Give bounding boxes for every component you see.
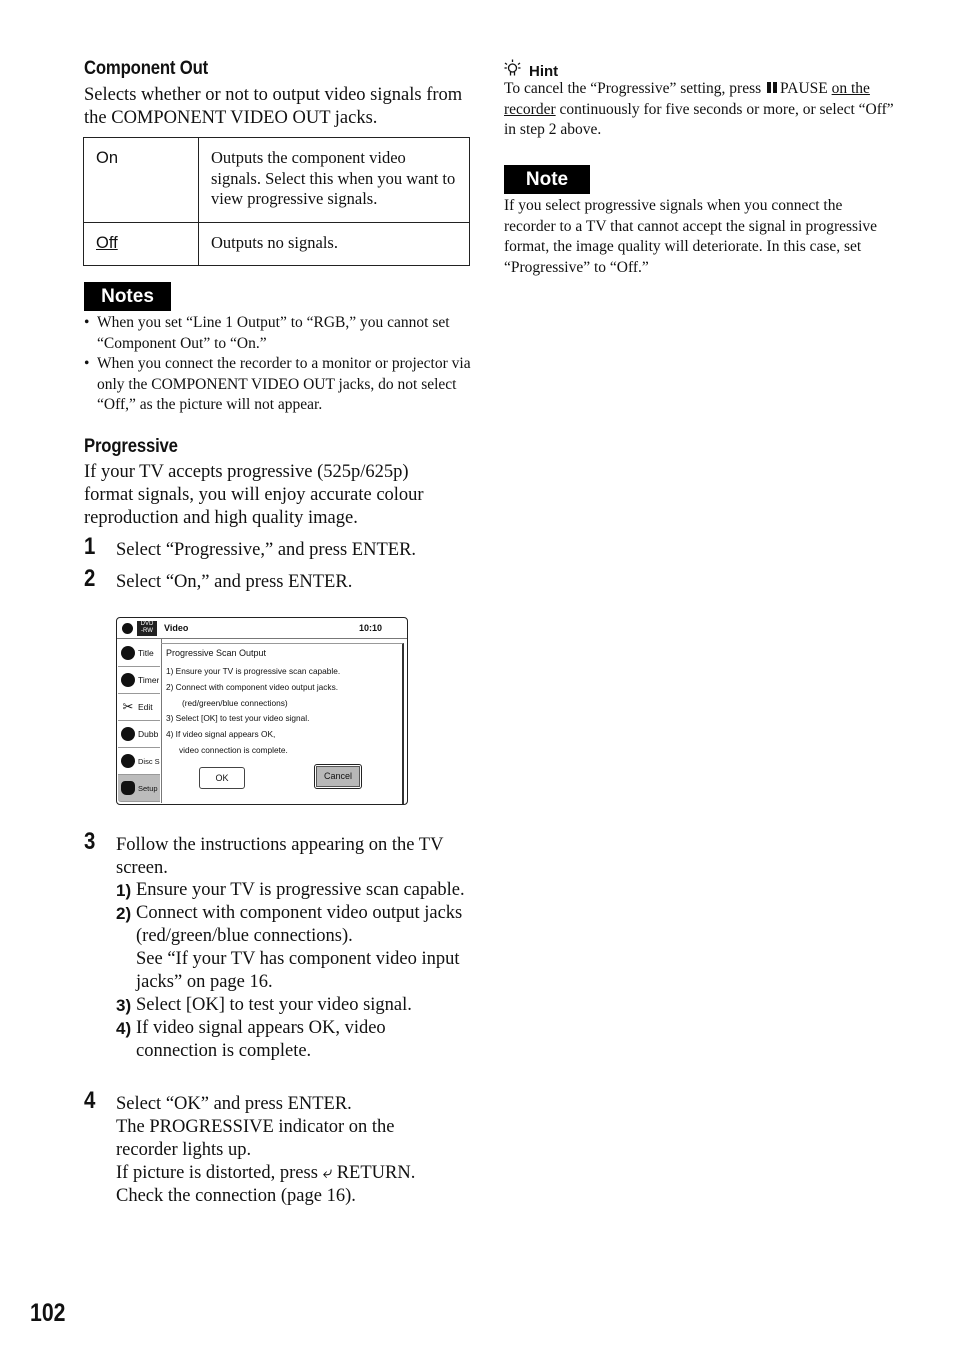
notes-list [84, 313, 472, 416]
component-out-table [83, 137, 470, 266]
list-item: 4) If video signal appears OK, video connection is complete. [116, 1018, 386, 1061]
progressive-dialog [161, 643, 404, 804]
note-text: If you select progressive signals when you connect the recorder to a TV that cannot accept the signal in progressive format, the image quality will deteriorate. In this case, set “Progressive” to “Off.” [504, 197, 878, 276]
scissors-icon: ✂ [122, 699, 134, 714]
step-text: Select “On,” and press ENTER. [116, 572, 353, 592]
component-out-heading: Component Out [84, 58, 209, 79]
return-icon: ⤶ [322, 1163, 333, 1183]
step4-text: Select “OK” and press ENTER. The PROGRESSIVE indicator on the recorder lights up. If picture is distorted, press ⤶ RETURN. Check the connection (page 16). [116, 1094, 416, 1206]
note-label: Note [504, 165, 590, 194]
dialog-title: Progressive Scan Output [166, 648, 267, 658]
sidebar-item-setup: Setup [118, 775, 160, 802]
sidebar-item-title: Title [118, 640, 160, 667]
list-item: 1) Ensure your TV is progressive scan capable. [116, 880, 465, 900]
disc-setting-icon [121, 754, 135, 768]
component-out-intro: Selects whether or not to output video signals from the COMPONENT VIDEO OUT jacks. [84, 85, 463, 128]
disc-icon [122, 623, 133, 634]
screen-title: Video [164, 623, 189, 633]
sidebar-item-disc-setting: Disc S [118, 748, 160, 775]
option-desc: Outputs the component video signals. Select this when you want to view progressive signals. [199, 138, 470, 223]
step-number: 3 [84, 828, 96, 855]
sidebar-item-dubbing: Dubb [118, 721, 160, 748]
step-number: 1 [84, 533, 96, 560]
option-desc: Outputs no signals. [199, 222, 470, 266]
table-row [84, 222, 470, 266]
sidebar-item-timer: Timer [118, 667, 160, 694]
tv-screen-illustration [116, 617, 408, 805]
step-text: Select “Progressive,” and press ENTER. [116, 540, 417, 560]
table-row [84, 138, 470, 223]
list-item: 3) Select [OK] to test your video signal. [116, 995, 412, 1015]
step-number: 2 [84, 565, 96, 592]
option-key-default: Off [84, 222, 199, 266]
ok-button[interactable]: OK [199, 767, 245, 789]
sidebar-item-edit: ✂ Edit [118, 694, 160, 721]
progressive-heading: Progressive [84, 436, 178, 457]
cancel-button[interactable] [314, 764, 362, 789]
list-item: 2) Connect with component video output jacks (red/green/blue connections). See “If your TV has component video input jacks” on page 16. [116, 903, 463, 992]
dialog-body: 1) Ensure your TV is progressive scan capable. 2) Connect with component video output jacks. (red/green/blue connections) 3) Select [OK] to test your video signal. 4) If video signal appears OK, video connection is complete. [166, 666, 341, 755]
screen-title-bar [117, 618, 407, 639]
list-item: • When you set “Line 1 Output” to “RGB,” you cannot set “Component Out” to “On.” [84, 314, 450, 352]
disc-type-badge: DVD -RW [137, 621, 157, 636]
title-icon [121, 646, 135, 660]
step-text: Follow the instructions appearing on the TV screen. [116, 835, 444, 878]
clock-icon [121, 673, 135, 687]
toolbox-icon [121, 781, 135, 795]
notes-label: Notes [84, 282, 171, 311]
dubbing-icon [121, 727, 135, 741]
progressive-intro: If your TV accepts progressive (525p/625p) format signals, you will enjoy accurate colour reproduction and high quality image. [84, 462, 424, 528]
page-number: 102 [30, 1299, 66, 1327]
cancel-button-label: Cancel [316, 766, 360, 787]
list-item: • When you connect the recorder to a monitor or projector via only the COMPONENT VIDEO OUT jacks, do not select “Off,” as the picture will not appear. [84, 355, 471, 413]
option-key: On [84, 138, 199, 223]
step-number: 4 [84, 1087, 96, 1114]
pause-icon [767, 82, 771, 93]
screen-sidebar [117, 639, 162, 803]
substep-list [116, 879, 471, 1063]
hint-label: Hint [529, 62, 559, 80]
pause-icon-bar [773, 82, 777, 93]
hint-text: To cancel the “Progressive” setting, press PAUSE on the recorder continuously for five seconds or more, or select “Off” in step 2 above. [504, 80, 894, 138]
screen-time: 10:10 [359, 623, 383, 633]
